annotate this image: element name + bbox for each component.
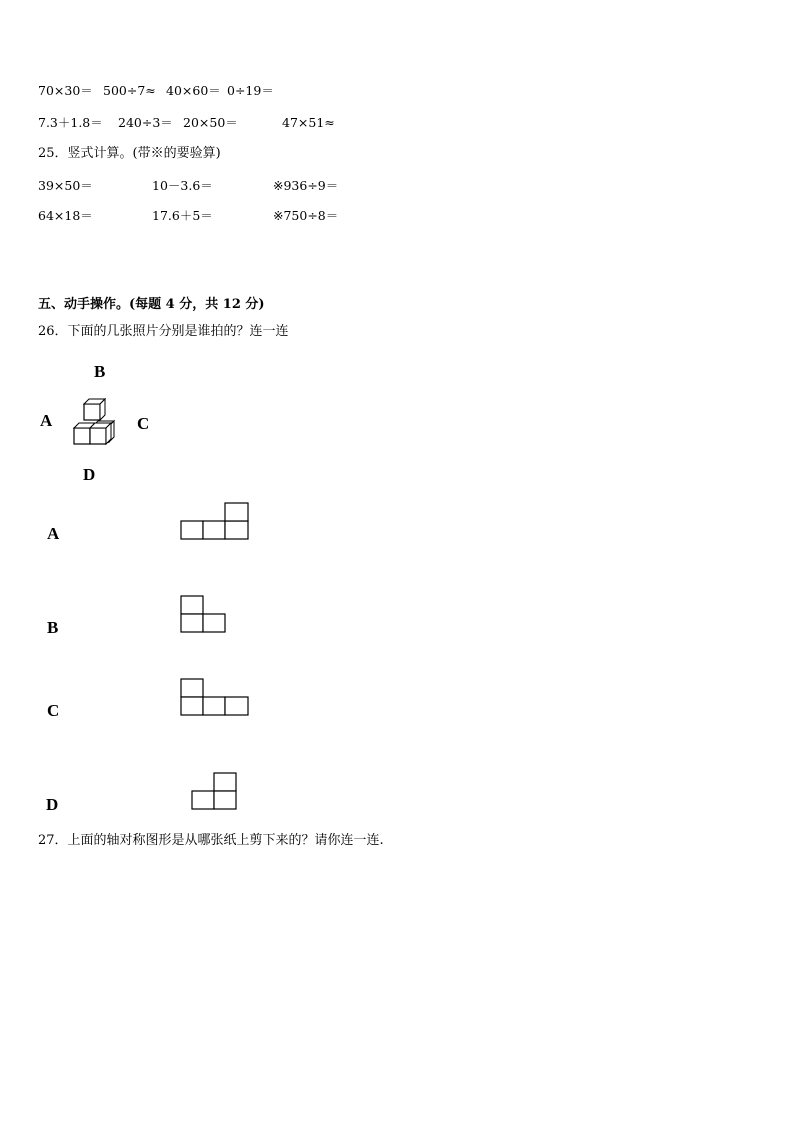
- viewer-label-top: B: [94, 362, 106, 381]
- photo-a-view: [181, 503, 249, 540]
- calc-item: ※936÷9＝: [273, 178, 339, 193]
- calc-item: 240÷3＝: [118, 115, 173, 130]
- photo-label-d: D: [46, 795, 59, 814]
- photo-label-b: B: [47, 618, 59, 637]
- calc-item: 39×50＝: [38, 178, 93, 193]
- calc-item: 20×50＝: [183, 115, 238, 130]
- viewer-label-left: A: [40, 411, 53, 430]
- viewer-label-right: C: [137, 414, 150, 433]
- calc-item: 47×51≈: [282, 115, 335, 130]
- question-27-title: 27．上面的轴对称图形是从哪张纸上剪下来的？请你连一连.: [38, 833, 384, 848]
- calc-item: 0÷19＝: [227, 83, 274, 98]
- calc-item: 17.6＋5＝: [152, 208, 213, 223]
- photo-label-c: C: [47, 701, 60, 720]
- question-25-title: 25．竖式计算。(带※的要验算): [38, 146, 221, 161]
- photo-label-a: A: [47, 524, 60, 543]
- calc-item: 70×30＝: [38, 83, 93, 98]
- calc-item: 40×60＝: [166, 83, 221, 98]
- cube-stack-figure: [70, 395, 120, 450]
- photo-c-view: [181, 679, 250, 716]
- question-26-title: 26．下面的几张照片分别是谁拍的？连一连: [38, 324, 289, 339]
- photo-d-view: [192, 773, 238, 810]
- calc-item: ※750÷8＝: [273, 208, 339, 223]
- calc-item: 64×18＝: [38, 208, 93, 223]
- section-5-title: 五、动手操作。(每题 4 分，共 12 分): [38, 297, 265, 312]
- photo-b-view: [181, 596, 227, 633]
- calc-item: 7.3＋1.8＝: [38, 115, 103, 130]
- viewer-label-bottom: D: [83, 465, 96, 484]
- calc-item: 500÷7≈: [103, 83, 156, 98]
- calc-item: 10－3.6＝: [152, 178, 213, 193]
